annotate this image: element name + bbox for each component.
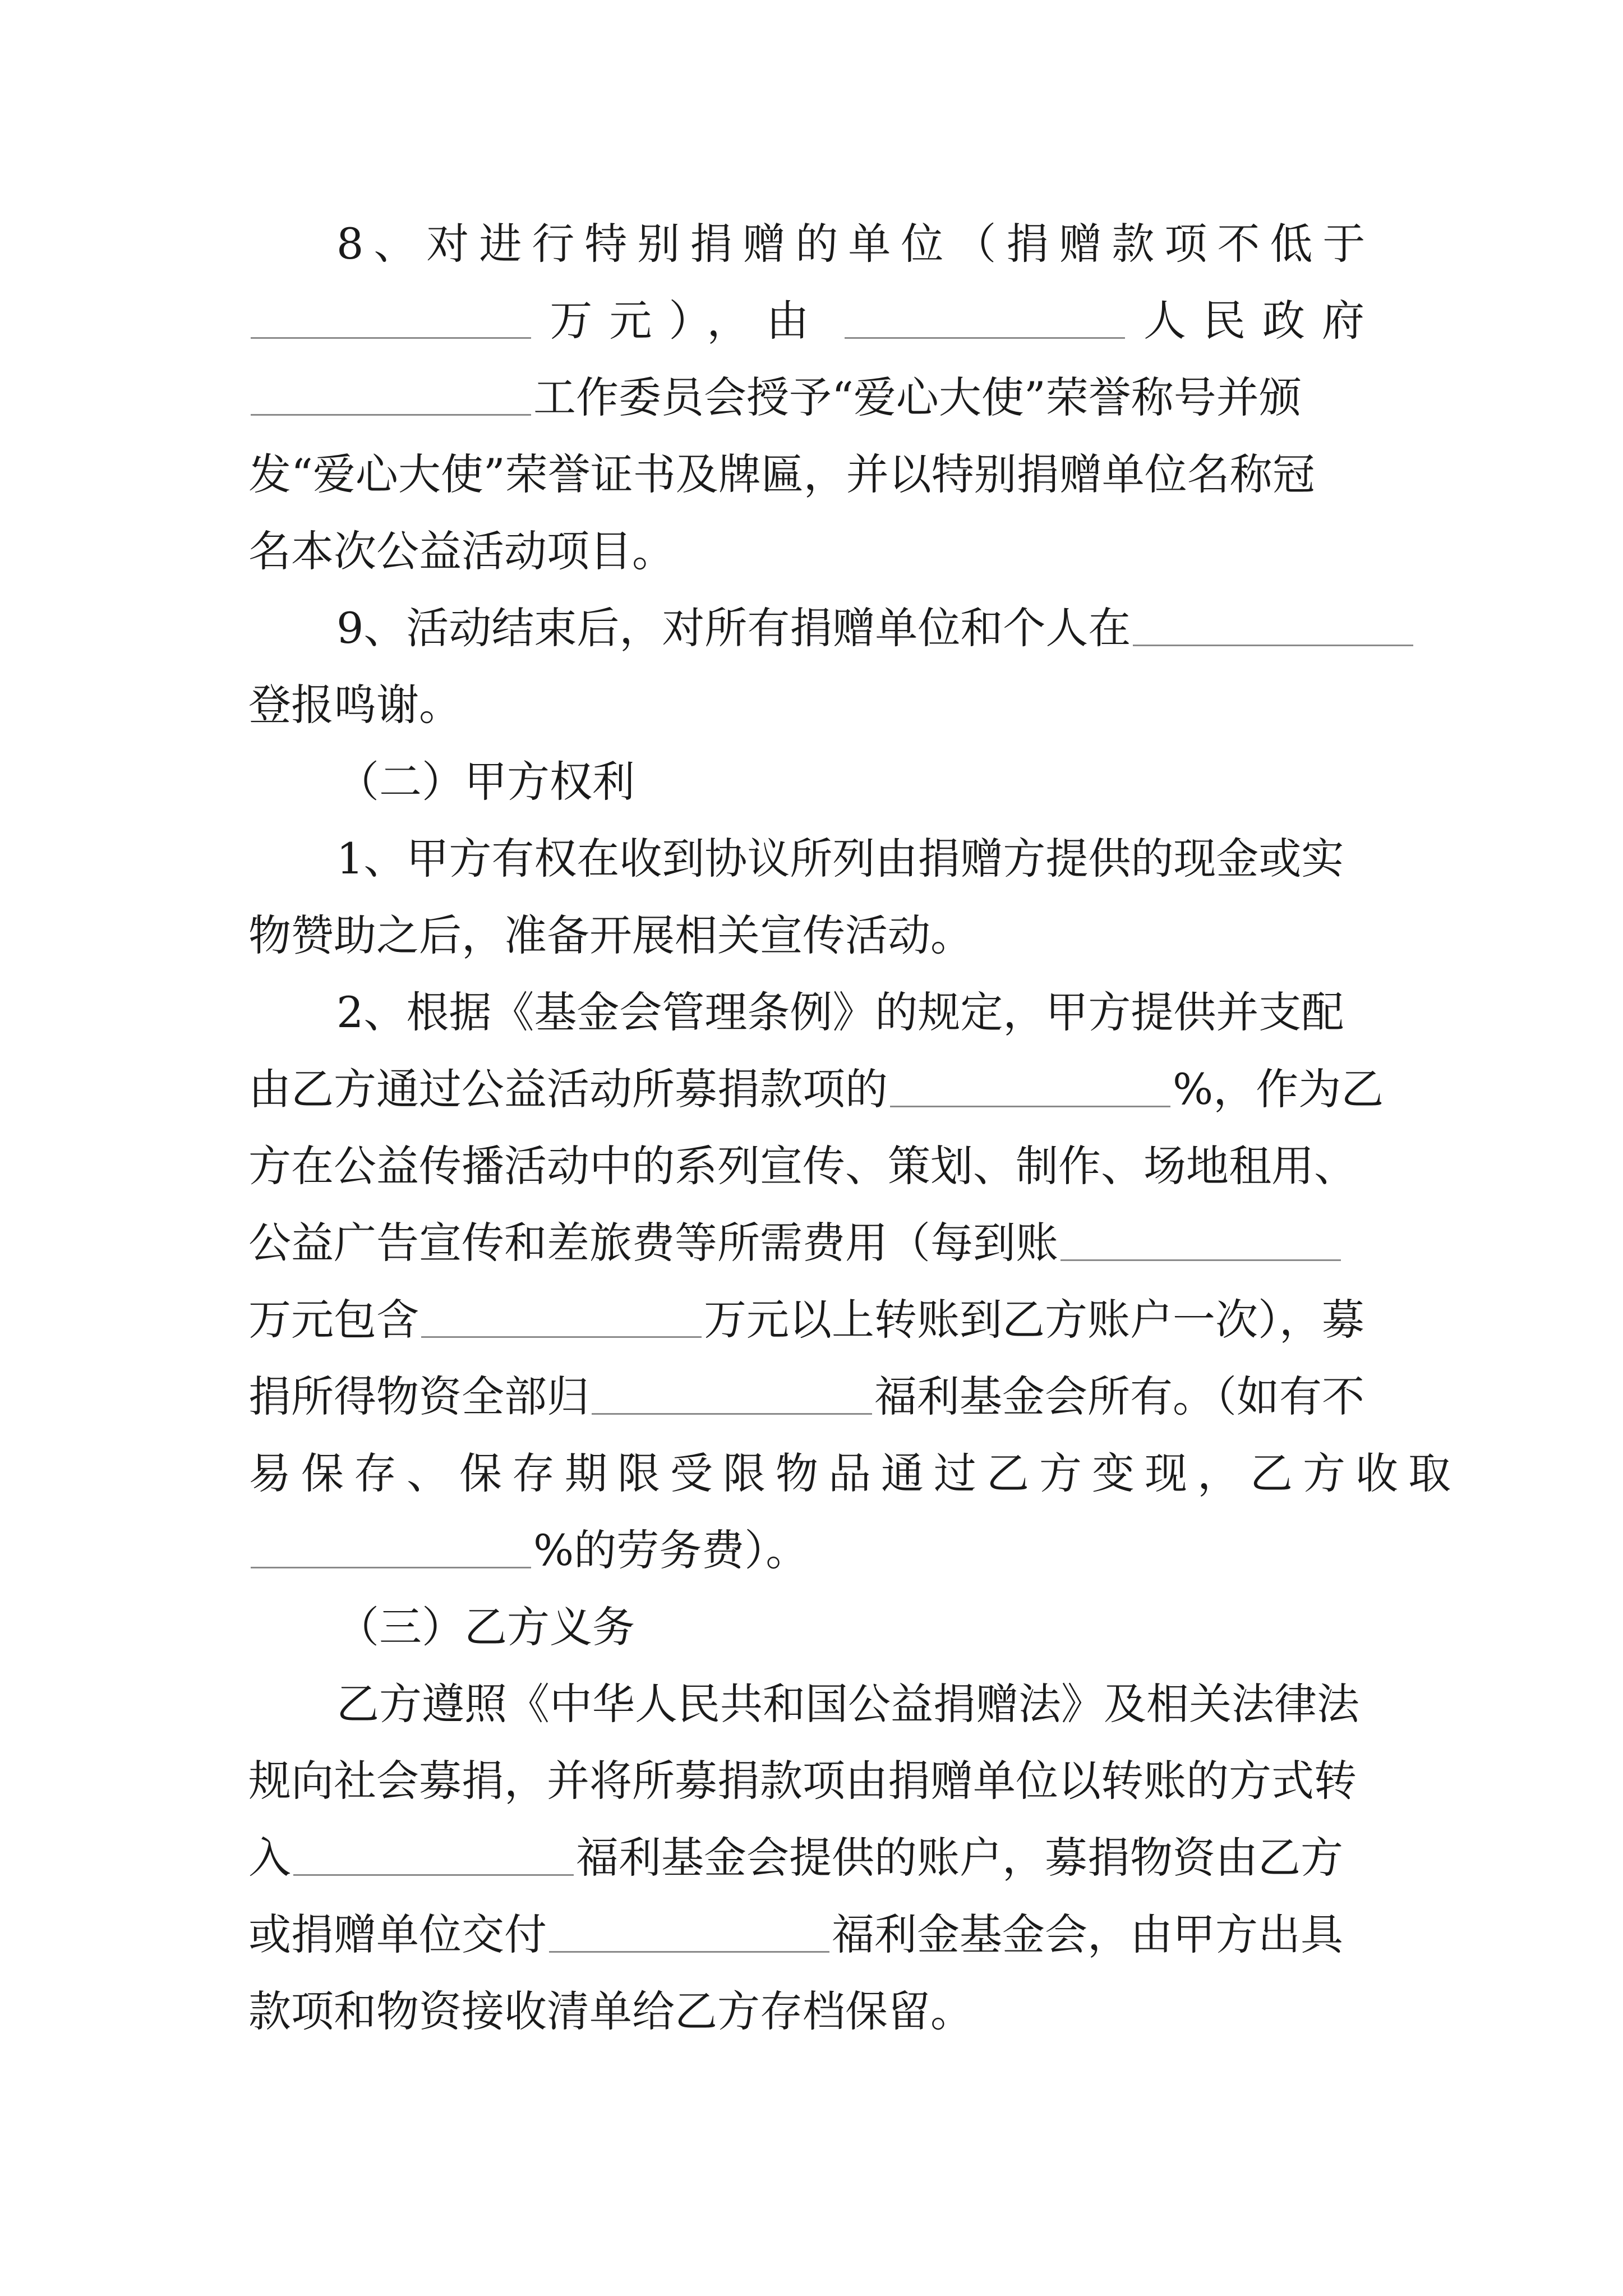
blank-government — [845, 303, 1125, 339]
text: 福利基金会所有。（如有不 — [874, 1372, 1364, 1421]
right-2-line-5 — [248, 1292, 1381, 1348]
text: 万元包含 — [248, 1295, 419, 1345]
text: %的劳务费）。 — [533, 1525, 809, 1575]
text: 2、根据《基金会管理条例》的规定，甲方提供并支配 — [336, 987, 1344, 1037]
blank-foundation-name — [549, 1917, 829, 1953]
right-2-line-4 — [248, 1215, 1381, 1271]
text: 乙方遵照《中华人民共和国公益捐赠法》及相关法律法 — [336, 1679, 1359, 1729]
text: 福利金基金会，由甲方出具 — [832, 1910, 1343, 1959]
paragraph-9-line-1 — [336, 600, 1381, 656]
blank-percentage — [890, 1072, 1170, 1107]
paragraph-8-line-2 — [248, 293, 1381, 349]
heading-text: （二）甲方权利 — [336, 757, 635, 807]
right-1-line-2 — [248, 908, 1381, 964]
text: 发“爱心大使”荣誉证书及牌匾，并以特别捐赠单位名称冠 — [248, 449, 1315, 499]
blank-committee — [251, 380, 531, 416]
text: 由乙方通过公益活动所募捐款项的 — [248, 1064, 888, 1114]
right-2-line-1 — [336, 984, 1381, 1041]
section-heading-2 — [336, 754, 1381, 810]
text: 登报鸣谢。 — [248, 680, 462, 730]
text: 工作委员会授予“爱心大使”荣誉称号并颁 — [533, 372, 1302, 422]
text: 万元以上转账到乙方账户一次），募 — [704, 1295, 1364, 1345]
duty-line-4 — [248, 1907, 1381, 1963]
text: 名本次公益活动项目。 — [248, 526, 675, 576]
text: 8、对进行特别捐赠的单位（捐赠款项不低于 — [336, 219, 1376, 269]
duty-line-2 — [248, 1753, 1381, 1809]
blank-transfer-amount — [421, 1303, 702, 1338]
blank-foundation — [592, 1379, 872, 1415]
duty-line-5 — [248, 1984, 1381, 2040]
text: 方在公益传播活动中的系列宣传、策划、制作、场地租用、 — [248, 1141, 1357, 1191]
section-heading-3 — [336, 1599, 1381, 1655]
blank-foundation-account — [293, 1841, 574, 1876]
text: 捐所得物资全部归 — [248, 1372, 589, 1421]
text: %，作为乙 — [1173, 1064, 1384, 1114]
right-2-line-8 — [248, 1522, 1381, 1579]
duty-line-1 — [336, 1676, 1381, 1732]
heading-text: （三）乙方义务 — [336, 1602, 635, 1652]
text: 公益广告宣传和差旅费等所需费用（每到账 — [248, 1218, 1058, 1268]
right-2-line-2 — [248, 1061, 1384, 1117]
right-1-line-1 — [336, 831, 1381, 887]
blank-received-amount — [1061, 1226, 1341, 1261]
text: 款项和物资接收清单给乙方存档保留。 — [248, 1986, 973, 2036]
text: 福利基金会提供的账户，募捐物资由乙方 — [576, 1833, 1343, 1883]
text: 人民政府 — [1143, 296, 1381, 346]
paragraph-9-line-2 — [248, 677, 1381, 733]
text: 9、活动结束后，对所有捐赠单位和个人在 — [336, 603, 1131, 653]
text: 易保存、保存期限受限物品通过乙方变现，乙方收取 — [248, 1448, 1461, 1498]
right-2-line-7 — [248, 1446, 1461, 1502]
paragraph-8-line-1 — [336, 216, 1381, 272]
paragraph-8-line-3 — [248, 370, 1381, 426]
blank-newspaper — [1133, 611, 1413, 646]
right-2-line-3 — [248, 1138, 1381, 1194]
text: 万元），由 — [550, 296, 826, 346]
paragraph-8-line-5 — [248, 523, 1381, 579]
text: 规向社会募捐，并将所募捐款项由捐赠单位以转账的方式转 — [248, 1756, 1357, 1806]
text: 或捐赠单位交付 — [248, 1910, 547, 1959]
paragraph-8-line-4 — [248, 447, 1381, 503]
blank-service-fee — [251, 1533, 531, 1568]
text: 入 — [248, 1833, 291, 1883]
text: 物赞助之后，准备开展相关宣传活动。 — [248, 910, 973, 960]
blank-amount — [251, 303, 531, 339]
right-2-line-6 — [248, 1369, 1381, 1425]
duty-line-3 — [248, 1830, 1381, 1886]
text: 1、甲方有权在收到协议所列由捐赠方提供的现金或实 — [336, 834, 1344, 884]
